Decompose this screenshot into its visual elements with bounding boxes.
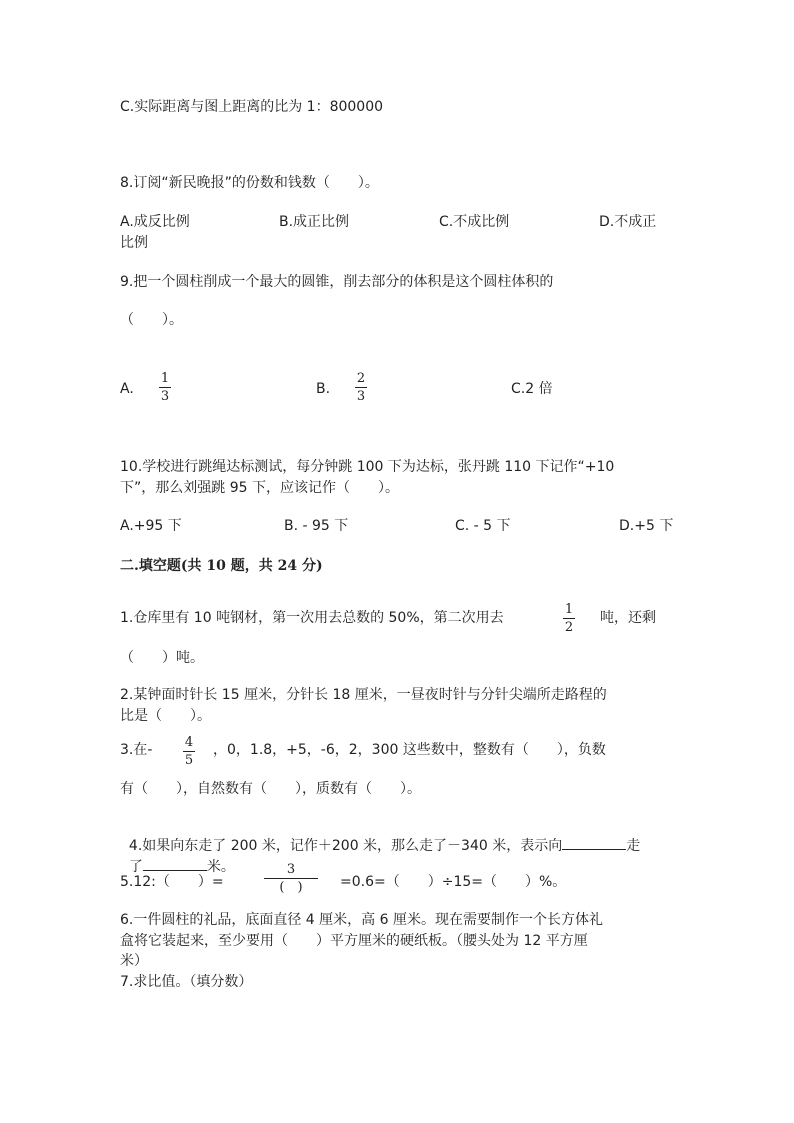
q8-option-c: C.不成比例 (439, 214, 510, 230)
f2-stem-wrap: 比是（ ）。 (120, 708, 211, 724)
q9-option-c: C.2 倍 (511, 381, 553, 397)
q8-option-d-wrap: 比例 (120, 235, 148, 251)
fraction-denominator: 5 (184, 753, 194, 768)
q9-option-b-fraction (355, 372, 367, 404)
q10-option-d: D.+5 下 (619, 518, 674, 534)
fraction-numerator: 2 (356, 371, 366, 386)
f3-fraction (183, 736, 195, 768)
fraction-bar (563, 618, 575, 619)
q8-option-a: A.成反比例 (120, 214, 190, 230)
q9-option-b-label: B. (316, 381, 331, 397)
q9-stem: 9.把一个圆柱削成一个最大的圆锥，削去部分的体积是这个圆柱体积的 (120, 274, 554, 290)
f4-text-d: 米。 (206, 859, 235, 875)
f4-stem-wrap (120, 838, 235, 876)
f2-stem: 2.某钟面时针长 15 厘米，分针长 18 厘米，一昼夜时针与分针尖端所走路程的 (120, 687, 607, 703)
q9-option-a-fraction (159, 372, 171, 404)
q8-stem: 8.订阅“新民晚报”的份数和钱数（ ）。 (120, 175, 379, 191)
f4-text-a: 4.如果向东走了 200 米，记作＋200 米，那么走了－340 米，表示向 (128, 838, 563, 854)
fraction-bar (355, 387, 367, 388)
f4-text-b: 走 (626, 838, 641, 854)
f5-stem-tail: =0.6=（ ）÷15=（ ）%。 (340, 874, 567, 890)
f6-stem-wrap: 盒将它装起来，至少要用（ ）平方厘米的硬纸板。（腰头处为 12 平方厘 (120, 933, 588, 949)
fraction-denominator: ( ) (279, 880, 303, 895)
fraction-bar (183, 751, 195, 752)
f5-fraction (264, 863, 318, 895)
q8-option-b: B.成正比例 (279, 214, 350, 230)
q9-stem-blank: （ ）。 (120, 312, 183, 328)
f1-stem-tail: 吨，还剩 (600, 610, 656, 626)
f1-stem-blank: （ ）吨。 (120, 650, 204, 666)
fraction-denominator: 3 (356, 389, 366, 404)
fraction-numerator: 3 (286, 862, 296, 877)
q9-option-a-label: A. (120, 381, 134, 397)
q8-option-d: D.不成正 (599, 214, 657, 230)
q10-option-b: B. - 95 下 (284, 518, 349, 534)
fraction-denominator: 3 (160, 389, 170, 404)
q10-stem: 10.学校进行跳绳达标测试，每分钟跳 100 下为达标，张丹跳 110 下记作“+10 (120, 459, 615, 475)
fraction-numerator: 1 (160, 371, 170, 386)
f6-stem-wrap-2: 米） (120, 953, 148, 969)
f6-stem: 6.一件圆柱的礼品，底面直径 4 厘米，高 6 厘米。现在需要制作一个长方体礼 (120, 912, 603, 928)
f1-stem: 1.仓库里有 10 吨钢材，第一次用去总数的 50%，第二次用去 (120, 610, 504, 626)
f3-stem: ，0，1.8，+5，-6，2，300 这些数中，整数有（ ），负数 (213, 742, 606, 758)
fraction-numerator: 4 (184, 735, 194, 750)
q10-stem-wrap: 下”，那么刘强跳 95 下，应该记作（ ）。 (120, 480, 399, 496)
f3-stem-prefix: 3.在- (120, 742, 153, 758)
f1-fraction (563, 603, 575, 635)
q10-option-a: A.+95 下 (120, 518, 182, 534)
q10-option-c: C. - 5 下 (455, 518, 511, 534)
f4-text-c: 了 (128, 859, 143, 875)
fraction-bar (264, 878, 318, 879)
fraction-numerator: 1 (564, 602, 574, 617)
section-title: 二.填空题(共 10 题，共 24 分) (120, 558, 323, 574)
f5-stem: 5.12:（ ）= (120, 874, 224, 890)
answer-blank[interactable] (562, 835, 626, 850)
f7-stem: 7.求比值。（填分数） (120, 974, 253, 990)
f3-stem-wrap: 有（ ），自然数有（ ），质数有（ ）。 (120, 781, 421, 797)
q7-option-c: C.实际距离与图上距离的比为 1：800000 (120, 99, 384, 115)
answer-blank[interactable] (143, 856, 207, 871)
fraction-denominator: 2 (564, 620, 574, 635)
fraction-bar (159, 387, 171, 388)
